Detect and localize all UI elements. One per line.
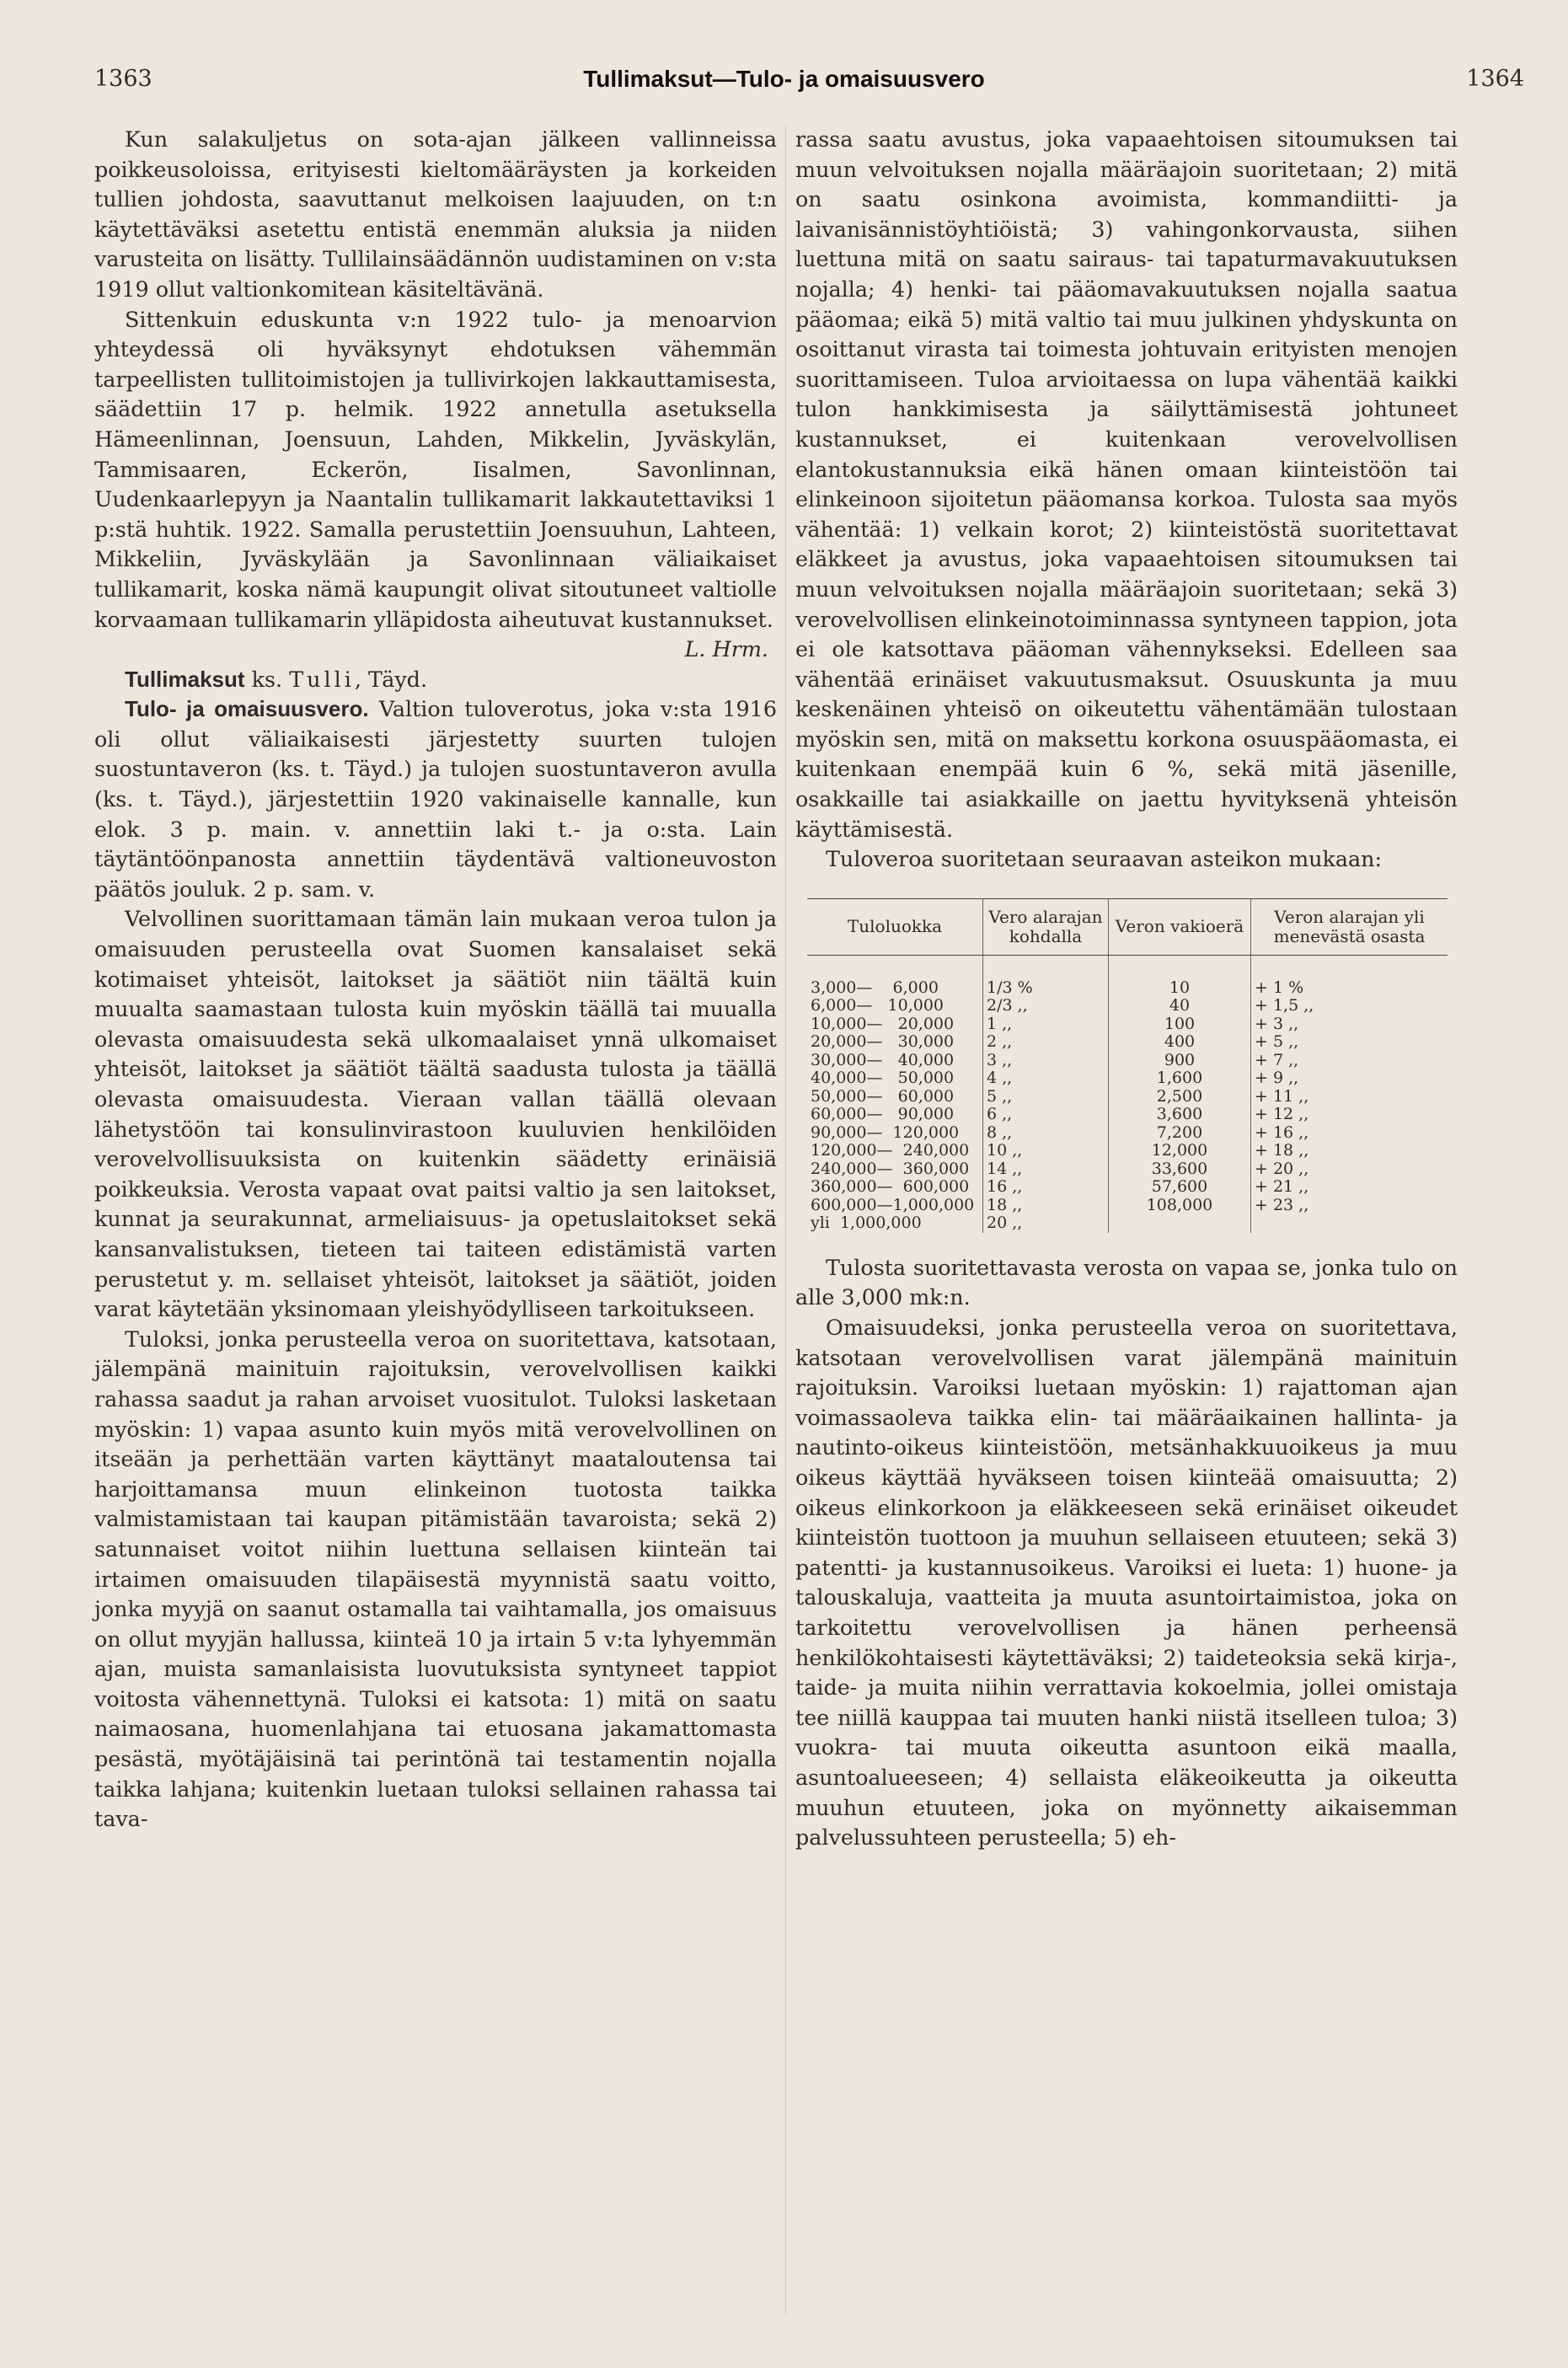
cell-income-range: yli 1,000,000 [811, 1213, 922, 1233]
cell-excess-rate: + 21 ,, [1251, 1178, 1448, 1197]
cell-excess-rate: + 7 ,, [1251, 1052, 1448, 1070]
header-excess-rate: Veron alarajan yli menevästä osasta [1251, 898, 1448, 955]
cell-income-range: 10,000— 20,000 [811, 1014, 955, 1033]
page-number-left: 1363 [94, 66, 153, 92]
cell-rate: 5 ,, [983, 1088, 1109, 1106]
cell-constant: 10 [1109, 955, 1251, 997]
cell-constant: 1,600 [1109, 1069, 1251, 1088]
cell-constant: 57,600 [1109, 1178, 1251, 1197]
paragraph-income-cont: rassa saatu avustus, joka vapaaehtoisen sitoumuksen tai muun velvoituksen nojalla määräajoin suoritetaan; 2) mitä on saatu osinkona avoimista, kommandiitti- ja laivanisännistöyhtiöistä; 3) vahingonkorvausta, siihen luettuna mitä on saatu sairaus- tai tapaturmavakuutuksen nojalla; 4) henki- tai pääomavakuutuksen nojalla saatua pääomaa; eikä 5) mitä valtio tai muu julkinen yhdyskunta on osoittanut virasta tai toimesta johtuvain erityisten menojen suorittamiseen. Tuloa arvioitaessa on lupa vähentää kaikki tulon hankkimisesta ja säilyttämisestä johtuneet kustannukset, ei kuitenkaan verovelvollisen elantokustannuksia eikä hänen omaan kiinteistöön tai elinkeinoon sijoitetun pääomansa korkoa. Tulosta saa myös vähentää: 1) velkain korot; 2) kiinteistöstä suoritettavat eläkkeet ja avustus, joka vapaaehtoisen sitoumuksen tai muun velvoituksen nojalla määräajoin suoritetaan; sekä 3) verovelvollisen elinkeinotoiminnassa syntyneen tappion, jota ei ole katsottava pääoman vähennykseksi. Edelleen saa vähentää erinäiset vakuutusmaksut. Osuuskunta ja muu keskenäinen yhteisö on oikeutettu vähentämään tulostaan myöskin sen, mitä on maksettu korkona osuuspääomasta, ei kuitenkaan enempää kuin 6 %, sekä mitä jäsenille, osakkaille tai asiakkaille on jaettu hyvityksenä yhteisön käyttämisestä. [795, 126, 1458, 842]
cell-rate: 20 ,, [983, 1214, 1109, 1233]
table-row [807, 1015, 1448, 1034]
cell-income-range: 40,000— 50,000 [811, 1069, 955, 1088]
table-row [807, 1088, 1448, 1106]
cell-constant: 900 [1109, 1052, 1251, 1070]
cell-excess-rate: + 9 ,, [1251, 1069, 1448, 1088]
table-row [807, 1160, 1448, 1179]
paragraph-liable-persons: Velvollinen suorittamaan tämän lain mukaan veroa tulon ja omaisuuden perusteella ovat Suomen kansalaiset sekä kotimaiset yhteisöt, laitokset ja säätiöt niin täältä kuin muualta saamastaan tulosta kuin myöskin täällä tai muualla olevasta omaisuudesta sekä ulkomaalaiset ynnä ulkomaiset yhteisöt, laitokset ja säätiöt täältä saadusta tulosta ja täällä olevasta omaisuudesta. Vieraan vallan täällä olevaan lähetystöön tai konsulinvirastoon kuuluvien henkilöiden verovelvollisuuksista on kuitenkin säädetty erinäisiä poikkeuksia. Verosta vapaat ovat paitsi valtio ja sen laitokset, kunnat ja seurakunnat, armeliaisuus- ja opetuslaitokset sekä kansanvalistuksen, tieteen tai taiteen edistämistä varten perustetut y. m. sellaiset yhteisöt, laitokset ja säätiöt, joiden varat käytetään yksinomaan yleishyödylliseen tarkoitukseen. [94, 906, 777, 1322]
cell-income-range: 600,000—1,000,000 [811, 1195, 975, 1214]
cell-rate: 4 ,, [983, 1069, 1109, 1088]
cell-excess-rate: + 20 ,, [1251, 1160, 1448, 1179]
entry-tullimaksut [94, 665, 777, 695]
entry-head-tullimaksut: Tullimaksut [125, 666, 245, 692]
paragraph-scale-intro: Tuloveroa suoritetaan seuraavan asteikon mukaan: [826, 846, 1383, 872]
cross-ref-tail: , Täyd. [354, 666, 428, 692]
cross-ref-tulli: Tulli [289, 666, 355, 692]
page-number-right: 1364 [1466, 66, 1524, 92]
cell-income-range: 60,000— 90,000 [811, 1105, 955, 1124]
cell-excess-rate: + 5 ,, [1251, 1033, 1448, 1052]
cell-income-range: 360,000— 600,000 [811, 1177, 970, 1197]
table-row [807, 1069, 1448, 1088]
cell-rate: 16 ,, [983, 1178, 1109, 1197]
cell-constant: 108,000 [1109, 1197, 1251, 1215]
cell-constant: 100 [1109, 1015, 1251, 1034]
cell-excess-rate: + 12 ,, [1251, 1106, 1448, 1124]
tax-scale-table [807, 898, 1448, 1233]
cell-income-range: 90,000— 120,000 [811, 1122, 960, 1142]
cell-excess-rate: + 1,5 ,, [1251, 997, 1448, 1015]
table-row [807, 1052, 1448, 1070]
table-row [807, 997, 1448, 1015]
cell-excess-rate [1251, 1214, 1448, 1233]
cell-constant: 400 [1109, 1033, 1251, 1052]
table-body [807, 955, 1448, 1233]
see-reference: ks. [251, 666, 283, 692]
paragraph-exemption: Tulosta suoritettavasta verosta on vapaa se, jonka tulo on alle 3,000 mk:n. [795, 1254, 1458, 1310]
cell-excess-rate: + 1 % [1251, 955, 1448, 997]
cell-rate: 2 ,, [983, 1033, 1109, 1052]
table-row [807, 955, 1448, 997]
column-divider [785, 125, 786, 2316]
cell-constant: 2,500 [1109, 1088, 1251, 1106]
cell-rate: 1 ,, [983, 1015, 1109, 1034]
table-row [807, 1142, 1448, 1160]
cell-excess-rate: + 18 ,, [1251, 1142, 1448, 1160]
table-row [807, 1106, 1448, 1124]
cell-excess-rate: + 11 ,, [1251, 1088, 1448, 1106]
cell-constant: 40 [1109, 997, 1251, 1015]
running-title: Tullimaksut—Tulo- ja omaisuusvero [583, 66, 985, 92]
cell-constant: 12,000 [1109, 1142, 1251, 1160]
cell-rate: 10 ,, [983, 1142, 1109, 1160]
header-income-class: Tuloluokka [807, 898, 983, 955]
cell-rate: 8 ,, [983, 1124, 1109, 1143]
cell-rate: 3 ,, [983, 1052, 1109, 1070]
cell-income-range: 50,000— 60,000 [811, 1086, 955, 1106]
cell-income-range: 6,000— 10,000 [811, 996, 944, 1015]
cell-rate: 18 ,, [983, 1197, 1109, 1215]
cell-excess-rate: + 3 ,, [1251, 1015, 1448, 1034]
paragraph-property-definition: Omaisuudeksi, jonka perusteella veroa on suoritettava, katsotaan verovelvollisen varat jälempänä mainituin rajoituksin. Varoiksi luetaan myöskin: 1) rajattoman ajan voimassaoleva taikka elin- tai määräaikainen hallinta- ja nautinto-oikeus kiinteistöön, metsänhakkuuoikeus ja muu oikeus käyttää hyväkseen toisen kiinteää omaisuutta; 2) oikeus elinkorkoon ja eläkkeeseen sekä erinäiset oikeudet kiinteistön tuottoon ja muuhun sellaiseen etuuteen; sekä 3) patentti- ja kustannusoikeus. Varoiksi ei lueta: 1) huone- ja talouskaluja, vaatteita ja muuta asuntoirtaimistoa, joka on tarkoitettu verovelvollisen ja hänen perheensä henkilökohtaisesti käytettäväksi; 2) taideteoksia sekä kirja-, taide- ja muita niihin verrattavia kokoelmia, jollei omistaja tee niillä kauppaa tai muuten hanki niistä itselleen tuloa; 3) vuokra- tai muuta oikeutta asuntoon eikä maalla, asuntoalueeseen; 4) sellaista eläkeoikeutta ja oikeutta muuhun etuuteen, joka on myönnetty aikaisemman palvelussuhteen perusteella; 5) eh- [795, 1315, 1458, 1851]
table-row [807, 1033, 1448, 1052]
header-rate-at-lower-limit: Vero alarajan kohdalla [983, 898, 1109, 955]
cell-rate: 2/3 ,, [983, 997, 1109, 1015]
cell-constant [1109, 1214, 1251, 1233]
cell-excess-rate: + 16 ,, [1251, 1124, 1448, 1143]
entry-tulovero [94, 694, 777, 904]
cell-rate: 1/3 % [983, 955, 1109, 997]
table-header-row [807, 898, 1448, 955]
author-signature: L. Hrm. [684, 636, 768, 662]
header-constant-amount: Veron vakioerä [1109, 898, 1251, 955]
entry-head-tulovero: Tulo- ja omaisuusvero. [125, 696, 369, 722]
cell-income-range: 240,000— 360,000 [811, 1159, 970, 1178]
table-row [807, 1214, 1448, 1233]
entry-tulovero-text: Valtion tuloverotus, joka v:sta 1916 oli ollut väliaikaisesti järjestetty suurten tulojen suostuntaveron (ks. t. Täyd.) ja tulojen suostuntaveron avulla (ks. t. Täyd.), järjestettiin 1920 vakinaiselle kannalle, kun elok. 3 p. main. v. annettiin laki t.- ja o:sta. Lain täytäntöönpanosta annettiin täydentävä valtioneuvoston päätös jouluk. 2 p. sam. v. [94, 696, 777, 902]
cell-rate: 14 ,, [983, 1160, 1109, 1179]
cell-income-range: 120,000— 240,000 [811, 1141, 970, 1160]
paragraph-income-definition: Tuloksi, jonka perusteella veroa on suoritettava, katsotaan, jälempänä mainituin rajoituksin, verovelvollisen kaikki rahassa saadut ja rahan arvoiset vuositulot. Tuloksi lasketaan myöskin: 1) vapaa asunto kuin myös mitä verovelvollinen on itseään ja perhettään varten käyttänyt maataloutensa tai harjoittamansa muun elinkeinon tuotosta taikka valmistamistaan tai kaupan pitämistään tavaroista; sekä 2) satunnaiset voitot niihin luettuna sellaisen kiinteän tai irtaimen omaisuuden tilapäisestä myynnistä saatu voitto, jonka myyjä on saanut ostamalla tai vaihtamalla, jos omaisuus on ollut myyjän hallussa, kiinteä 10 ja irtain 5 v:ta lyhyemmän ajan, muista samanlaisista luovutuksista syntyneet tappiot voitosta vähennettynä. Tuloksi ei katsota: 1) mitä on saatu naimaosana, huomenlahjana tai etuosana jakamattomasta pesästä, myötäjäisinä tai perintönä tai testamentin nojalla taikka lahjana; kuitenkin luetaan tuloksi sellainen rahassa tai tava- [94, 1326, 777, 1832]
cell-rate: 6 ,, [983, 1106, 1109, 1124]
cell-income-range: 3,000— 6,000 [811, 978, 939, 997]
table-row [807, 1178, 1448, 1197]
right-column [795, 125, 1458, 1853]
table-row [807, 1124, 1448, 1143]
cell-constant: 33,600 [1109, 1160, 1251, 1179]
cell-constant: 3,600 [1109, 1106, 1251, 1124]
left-column [94, 125, 777, 1835]
cell-excess-rate: + 23 ,, [1251, 1197, 1448, 1215]
cell-income-range: 30,000— 40,000 [811, 1050, 955, 1069]
cell-constant: 7,200 [1109, 1124, 1251, 1143]
paragraph-smuggling: Kun salakuljetus on sota-ajan jälkeen vallinneissa poikkeusoloissa, erityisesti kieltomääräysten ja korkeiden tullien johdosta, saavuttanut melkoisen laajuuden, on t:n käytettäväksi asetettu entistä enemmän aluksia ja niiden varusteita on lisätty. Tullilainsäädännön uudistaminen on v:sta 1919 ollut valtionkomitean käsiteltävänä. [94, 126, 777, 302]
table-row [807, 1197, 1448, 1215]
cell-income-range: 20,000— 30,000 [811, 1032, 955, 1052]
paragraph-customs-offices: Sittenkuin eduskunta v:n 1922 tulo- ja menoarvion yhteydessä oli hyväksynyt ehdotuksen vähemmän tarpeellisten tullitoimistojen ja tullivirkojen lakkauttamisesta, säädettiin 17 p. helmik. 1922 annetulla asetuksella Hämeenlinnan, Joensuun, Lahden, Mikkelin, Jyväskylän, Tammisaaren, Eckerön, Iisalmen, Savonlinnan, Uudenkaarlepyyn ja Naantalin tullikamarit lakkautettaviksi 1 p:stä huhtik. 1922. Samalla perustettiin Joensuuhun, Lahteen, Mikkeliin, Jyväskylään ja Savonlinnaan väliaikaiset tullikamarit, koska nämä kaupungit olivat sitoutuneet valtiolle korvaamaan tullikamarin ylläpidosta aiheutuvat kustannukset. [94, 306, 777, 632]
